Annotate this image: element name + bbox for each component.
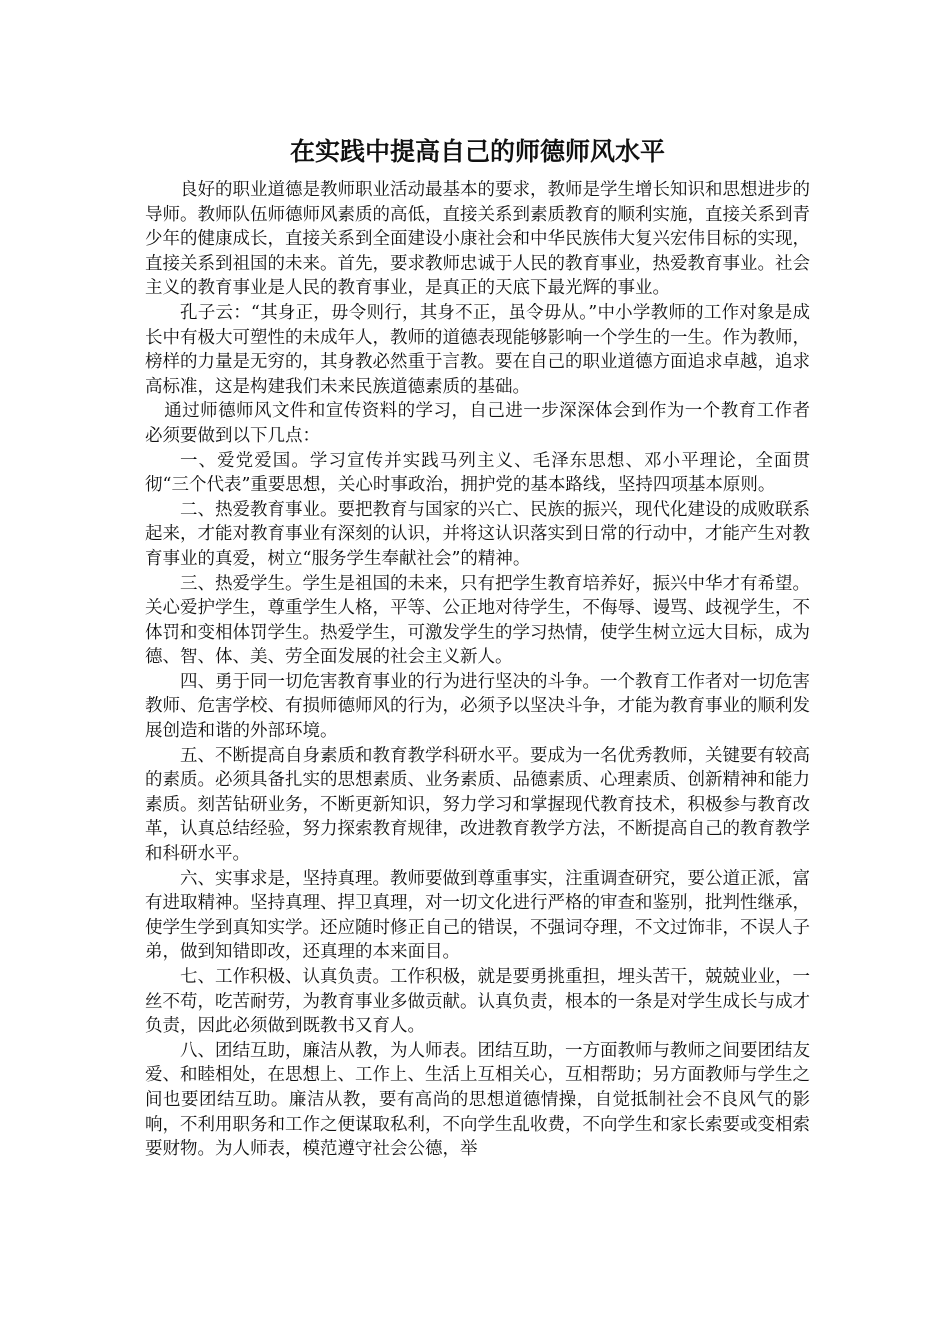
paragraph-point-5: 五、不断提高自身素质和教育教学科研水平。要成为一名优秀教师，关键要有较高的素质。必须具备扎实的思想素质、业务素质、品德素质、心理素质、创新精神和能力素质。刻苦钻研业务，不断更新知识，努力学习和掌握现代教育技术，积极参与教育改革，认真总结经验，努力探索教育规律，改进教育教学方法，不断提高自己的教育教学和科研水平。 bbox=[145, 745, 810, 865]
paragraph-point-8: 八、团结互助，廉洁从教，为人师表。团结互助，一方面教师与教师之间要团结友爱、和睦相处，在思想上、工作上、生活上互相关心，互相帮助；另方面教师与学生之间也要团结互助。廉洁从教，要有高尚的思想道德情操，自觉抵制社会不良风气的影响，不利用职务和工作之便谋取私利，不向学生乱收费，不向学生和家长索要或变相索要财物。为人师表，模范遵守社会公德，举 bbox=[145, 1040, 810, 1160]
paragraph-point-2: 二、热爱教育事业。要把教育与国家的兴亡、民族的振兴，现代化建设的成败联系起来，才能对教育事业有深刻的认识，并将这认识落实到日常的行动中，才能产生对教育事业的真爱，树立“服务学生奉献社会”的精神。 bbox=[145, 499, 810, 569]
paragraph-point-4: 四、勇于同一切危害教育事业的行为进行坚决的斗争。一个教育工作者对一切危害教师、危害学校、有损师德师风的行为，必须予以坚决斗争，才能为教育事业的顺利发展创造和谐的外部环境。 bbox=[145, 671, 810, 742]
document-body bbox=[145, 134, 810, 1162]
paragraph-point-1: 一、爱党爱国。学习宣传并实践马列主义、毛泽东思想、邓小平理论，全面贯彻“三个代表”重要思想，关心时事政治，拥护党的基本路线，坚持四项基本原则。 bbox=[145, 450, 810, 496]
paragraph-intro: 良好的职业道德是教师职业活动最基本的要求，教师是学生增长知识和思想进步的导师。教师队伍师德师风素质的高低，直接关系到素质教育的顺利实施，直接关系到青少年的健康成长，直接关系到全面建设小康社会和中华民族伟大复兴宏伟目标的实现，直接关系到祖国的未来。首先，要求教师忠诚于人民的教育事业，热爱教育事业。社会主义的教育事业是人民的教育事业，是真正的天底下最光辉的事业。 bbox=[145, 180, 810, 299]
paragraph-point-6: 六、实事求是，坚持真理。教师要做到尊重事实，注重调查研究，要公道正派，富有进取精神。坚持真理、捍卫真理，对一切文化进行严格的审查和鉴别，批判性继承，使学生学到真知实学。还应随时修正自己的错误，不强词夺理，不文过饰非，不误人子弟，做到知错即改，还真理的本来面目。 bbox=[145, 868, 810, 963]
paragraph-point-3: 三、热爱学生。学生是祖国的未来，只有把学生教育培养好，振兴中华才有希望。关心爱护学生，尊重学生人格，平等、公正地对待学生，不侮辱、谩骂、歧视学生，不体罚和变相体罚学生。热爱学生，可激发学生的学习热情，使学生树立远大目标，成为德、智、体、美、劳全面发展的社会主义新人。 bbox=[145, 573, 810, 668]
document-title: 在实践中提高自己的师德师风水平 bbox=[289, 137, 665, 166]
paragraph-point-7: 七、工作积极、认真负责。工作积极，就是要勇挑重担，埋头苦干，兢兢业业，一丝不苟，吃苦耐劳，为教育事业多做贡献。认真负责，根本的一条是对学生成长与成才负责，因此必须做到既教书又育人。 bbox=[145, 967, 810, 1037]
paragraph-confucius: 孔子云：“其身正，毋令则行，其身不正，虽令毋从。”中小学教师的工作对象是成长中有极大可塑性的未成年人，教师的道德表现能够影响一个学生的一生。作为教师，榜样的力量是无穷的，其身教必然重于言教。要在自己的职业道德方面追求卓越，追求高标准，这是构建我们未来民族道德素质的基础。 bbox=[145, 302, 810, 397]
paragraph-study: 通过师德师风文件和宣传资料的学习，自己进一步深深体会到作为一个教育工作者必须要做到以下几点： bbox=[145, 401, 810, 446]
